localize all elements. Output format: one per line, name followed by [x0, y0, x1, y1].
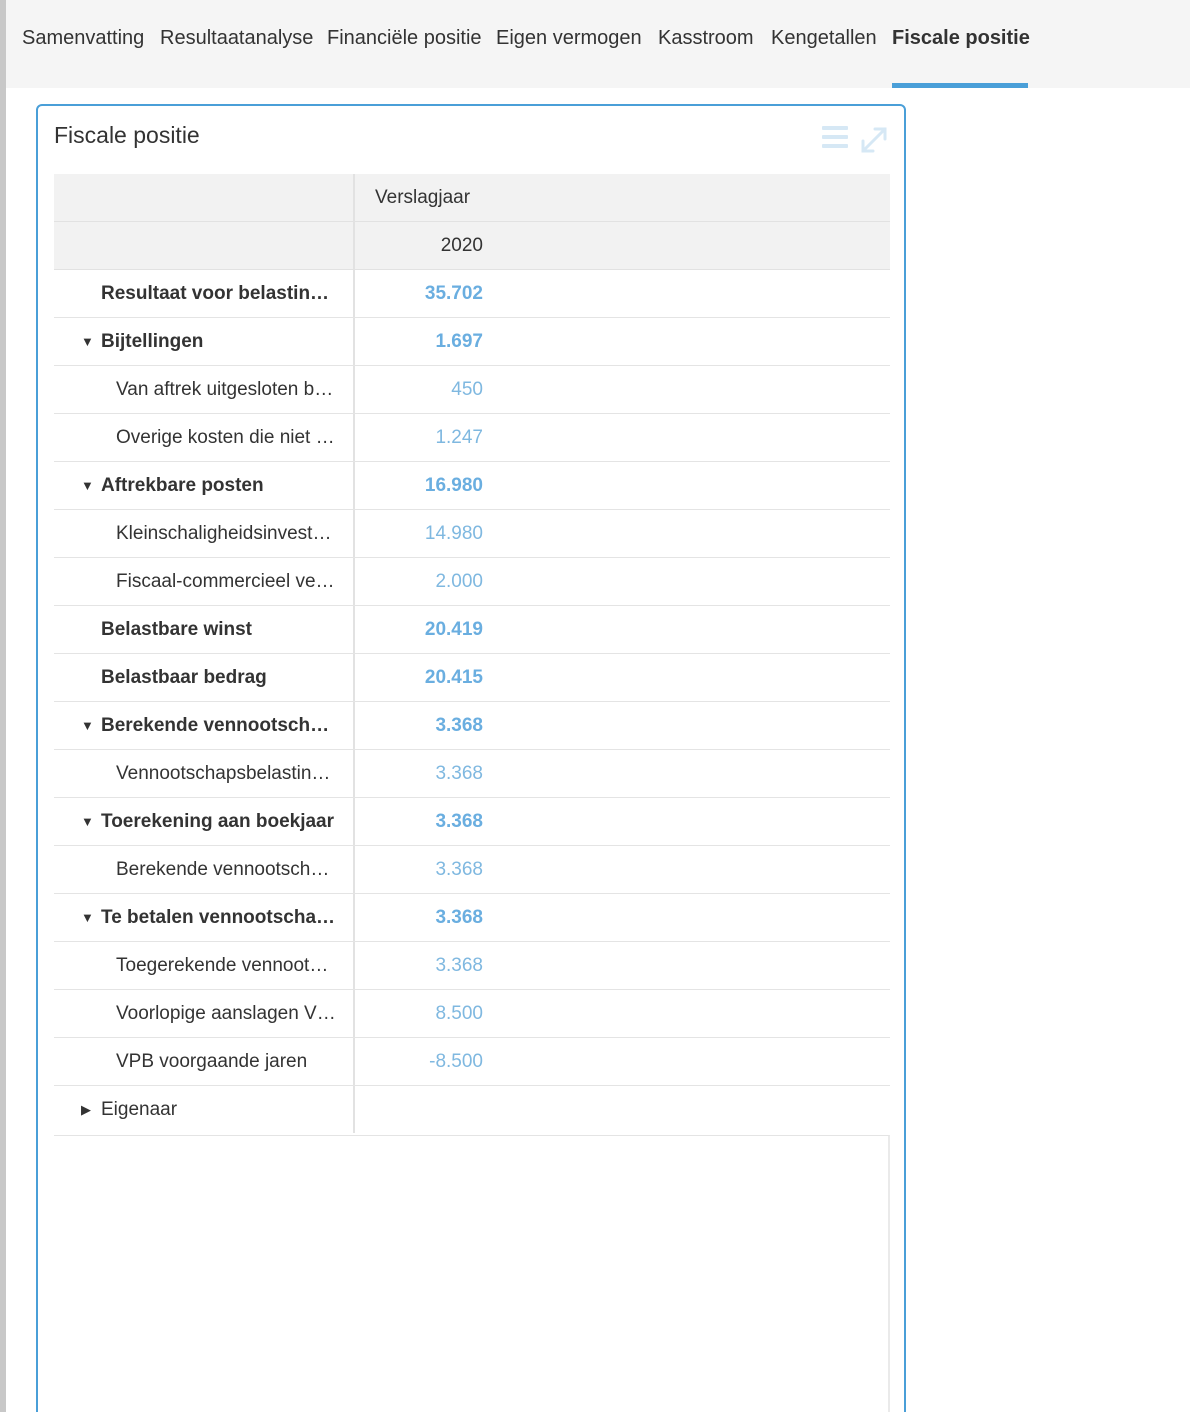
row-value[interactable]: 8.500: [435, 1003, 483, 1024]
expand-icon[interactable]: [858, 124, 890, 156]
row-value[interactable]: 20.415: [424, 667, 483, 688]
row-value[interactable]: 450: [451, 379, 483, 400]
table-row: [54, 414, 890, 462]
row-value[interactable]: 1.247: [435, 427, 483, 448]
empty-table-area: [54, 1135, 890, 1412]
row-value[interactable]: 16.980: [424, 475, 483, 496]
tab-resultaatanalyse[interactable]: Resultaatanalyse: [160, 27, 314, 49]
row-label: Overige kosten die niet …: [116, 427, 335, 448]
table-row: [54, 510, 890, 558]
row-value[interactable]: -8.500: [429, 1051, 483, 1072]
row-value[interactable]: 1.697: [435, 331, 483, 352]
tab-kasstroom[interactable]: Kasstroom: [658, 27, 754, 49]
row-label: Berekende vennootsch…: [116, 859, 330, 880]
row-value[interactable]: 3.368: [435, 955, 483, 976]
table-row: [54, 750, 890, 798]
row-label: Berekende vennootsch…: [101, 715, 330, 736]
row-value[interactable]: 3.368: [435, 859, 483, 880]
row-label: Kleinschaligheidsinvest…: [116, 523, 332, 544]
menu-icon[interactable]: [820, 124, 850, 152]
row-label: Aftrekbare posten: [101, 475, 264, 496]
row-label: VPB voorgaande jaren: [116, 1051, 308, 1072]
table-row: [54, 558, 890, 606]
table-row: [54, 270, 890, 318]
tab-fiscale-positie[interactable]: Fiscale positie: [892, 0, 1028, 88]
table-row: [54, 318, 890, 366]
expand-caret-icon[interactable]: ▶: [81, 1102, 91, 1117]
tab-samenvatting[interactable]: Samenvatting: [22, 27, 145, 49]
table-row: [54, 606, 890, 654]
row-value[interactable]: 14.980: [424, 523, 483, 544]
row-value[interactable]: 20.419: [424, 619, 483, 640]
row-value[interactable]: 3.368: [435, 907, 483, 928]
collapse-caret-icon[interactable]: ▼: [81, 814, 94, 829]
report-tab-bar: [6, 0, 1190, 88]
collapse-caret-icon[interactable]: ▼: [81, 910, 94, 925]
row-label: Toegerekende vennoot…: [116, 955, 329, 976]
tab-eigen-vermogen[interactable]: Eigen vermogen: [496, 27, 642, 49]
table-row: [54, 1086, 890, 1134]
row-label: Bijtellingen: [101, 331, 204, 352]
row-value[interactable]: 3.368: [435, 811, 483, 832]
pivot-table: [54, 174, 890, 1134]
row-label: Te betalen vennootscha…: [101, 907, 336, 928]
row-label: Voorlopige aanslagen V…: [116, 1003, 336, 1024]
table-row: [54, 462, 890, 510]
row-label: Toerekening aan boekjaar: [101, 811, 335, 832]
row-label: Eigenaar: [101, 1099, 178, 1120]
table-header-row: [54, 174, 890, 222]
table-row: [54, 366, 890, 414]
row-value[interactable]: 3.368: [435, 715, 483, 736]
panel-title: Fiscale positie: [54, 122, 200, 148]
left-edge: [0, 0, 6, 1412]
fiscale-positie-panel: [36, 104, 906, 1412]
tab-financiele-positie[interactable]: Financiële positie: [327, 27, 482, 49]
table-row: [54, 1038, 890, 1086]
row-value[interactable]: 35.702: [424, 283, 483, 304]
row-label: Vennootschapsbelastin…: [116, 763, 331, 784]
table-row: [54, 654, 890, 702]
table-row: [54, 894, 890, 942]
row-label: Fiscaal-commercieel ve…: [116, 571, 335, 592]
table-row: [54, 990, 890, 1038]
collapse-caret-icon[interactable]: ▼: [81, 478, 94, 493]
row-label: Belastbaar bedrag: [101, 667, 267, 688]
row-label: Belastbare winst: [101, 619, 252, 640]
table-row: [54, 798, 890, 846]
collapse-caret-icon[interactable]: ▼: [81, 718, 94, 733]
collapse-caret-icon[interactable]: ▼: [81, 334, 94, 349]
column-header-verslagjaar: Verslagjaar: [375, 187, 471, 208]
tab-kengetallen[interactable]: Kengetallen: [771, 27, 877, 49]
table-row: [54, 702, 890, 750]
row-label: Resultaat voor belastin…: [101, 283, 330, 304]
row-value[interactable]: 3.368: [435, 763, 483, 784]
table-year-row: [54, 222, 890, 270]
row-value[interactable]: 2.000: [435, 571, 483, 592]
table-row: [54, 846, 890, 894]
row-label: Van aftrek uitgesloten b…: [116, 379, 334, 400]
column-header-year: 2020: [440, 235, 483, 256]
table-row: [54, 942, 890, 990]
